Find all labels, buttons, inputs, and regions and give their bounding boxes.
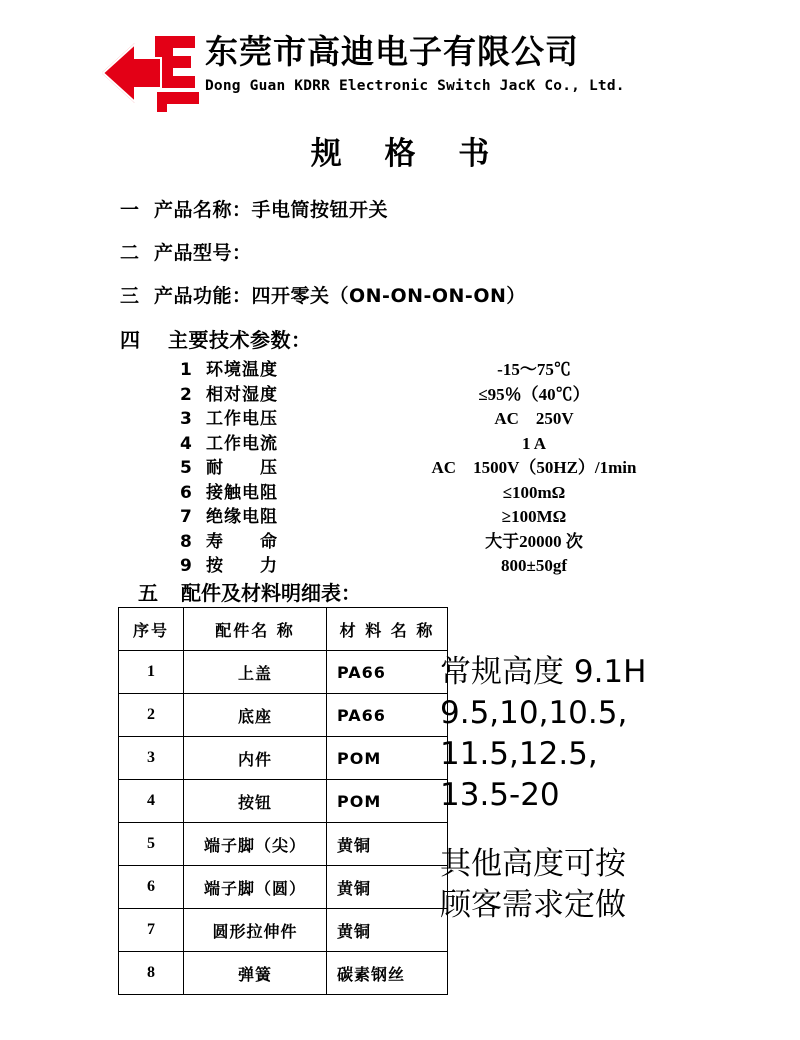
- parameter-value: -15～75℃: [497, 360, 571, 379]
- parameter-name: 耐 压: [206, 458, 278, 478]
- cell-index: 2: [119, 694, 184, 737]
- parameter-name: 寿 命: [206, 531, 278, 552]
- cell-material-name: PA66: [327, 694, 448, 737]
- cell-part-name: 端子脚（圆）: [184, 866, 327, 909]
- cell-part-name: 弹簧: [184, 952, 327, 995]
- section-number: 二: [120, 242, 140, 264]
- parameter-name: 绝缘电阻: [206, 507, 278, 527]
- cell-index: 1: [119, 651, 184, 694]
- parameter-index: 3: [180, 409, 192, 429]
- parameter-row: [180, 429, 740, 454]
- table-row: [119, 737, 448, 780]
- parameter-name: 接触电阻: [206, 482, 278, 503]
- parameter-value: ≤100mΩ: [502, 482, 566, 502]
- parameter-value: AC 1500V（50HZ）/1min: [431, 458, 637, 477]
- cell-part-name: 上盖: [184, 651, 327, 694]
- column-header-material-name: 材 料 名 称: [327, 608, 448, 651]
- parameter-row: [180, 404, 740, 429]
- section-item-5: [138, 577, 361, 606]
- materials-table: [118, 607, 448, 995]
- side-notes: [440, 652, 780, 926]
- cell-part-name: 内件: [184, 737, 327, 780]
- technical-parameters-list: [180, 355, 740, 576]
- parameter-row: [180, 551, 740, 576]
- parameter-row: [180, 527, 740, 552]
- section-list: [120, 195, 680, 363]
- table-row: [119, 694, 448, 737]
- table-row: [119, 780, 448, 823]
- parameter-name: 按 力: [206, 556, 278, 576]
- section-item-2: [120, 238, 680, 265]
- note-line-custom-b: 顾客需求定做: [440, 887, 626, 923]
- parameter-name: 工作电压: [206, 409, 278, 429]
- document-header: [0, 18, 800, 128]
- table-row: [119, 909, 448, 952]
- note-line-heights-a: 9.5,10,10.5,: [440, 695, 628, 731]
- cell-material-name: POM: [327, 780, 448, 823]
- cell-part-name: 按钮: [184, 780, 327, 823]
- parameter-row: [180, 355, 740, 380]
- section-item-4: [120, 324, 680, 353]
- note-line-height-standard: 常规高度 9.1H: [440, 654, 647, 690]
- parameter-value: ≤95％（40℃）: [478, 384, 590, 404]
- section-number: 四: [120, 328, 140, 352]
- parameter-value: AC 250V: [494, 409, 574, 428]
- cell-index: 8: [119, 952, 184, 995]
- section-number: 五: [138, 581, 158, 605]
- parameter-index: 8: [180, 531, 192, 552]
- company-name-block: [205, 32, 745, 94]
- column-header-part-name: 配件名 称: [184, 608, 327, 651]
- parameter-index: 1: [180, 360, 192, 380]
- cell-material-name: 黄铜: [327, 909, 448, 952]
- section-text: 配件及材料明细表：: [180, 581, 361, 605]
- section-item-1: [120, 195, 680, 222]
- parameter-index: 5: [180, 458, 192, 478]
- page-title: 规 格 书: [310, 136, 506, 172]
- section-text: 产品名称：手电筒按钮开关: [154, 199, 389, 221]
- company-name-cn: 东莞市高迪电子有限公司: [205, 32, 579, 71]
- note-line-custom-a: 其他高度可按: [440, 846, 626, 882]
- parameter-name: 环境温度: [206, 360, 278, 380]
- parameter-row: [180, 478, 740, 503]
- cell-index: 7: [119, 909, 184, 952]
- section-number: 三: [120, 285, 140, 307]
- cell-part-name: 端子脚（尖）: [184, 823, 327, 866]
- parameter-value: 800±50gf: [501, 556, 567, 575]
- note-line-heights-b: 11.5,12.5,: [440, 736, 598, 772]
- cell-index: 3: [119, 737, 184, 780]
- section-number: 一: [120, 199, 140, 221]
- parameter-index: 2: [180, 384, 192, 405]
- cell-index: 4: [119, 780, 184, 823]
- table-row: [119, 866, 448, 909]
- parameter-row: [180, 453, 740, 478]
- parameter-value: 1 A: [521, 433, 547, 453]
- cell-index: 5: [119, 823, 184, 866]
- cell-index: 6: [119, 866, 184, 909]
- cell-material-name: 黄铜: [327, 823, 448, 866]
- section-text: 产品型号：: [154, 242, 252, 264]
- parameter-index: 4: [180, 433, 192, 454]
- cell-part-name: 底座: [184, 694, 327, 737]
- table-row: [119, 651, 448, 694]
- table-row: [119, 952, 448, 995]
- cell-material-name: 碳素钢丝: [327, 952, 448, 995]
- kdrr-logo-icon: [95, 26, 205, 121]
- cell-part-name: 圆形拉伸件: [184, 909, 327, 952]
- parameter-index: 9: [180, 556, 192, 576]
- parameter-name: 相对湿度: [206, 384, 278, 405]
- parameter-value: 大于20000 次: [485, 531, 583, 551]
- parameter-row: [180, 380, 740, 405]
- parameter-index: 6: [180, 482, 192, 503]
- parameter-name: 工作电流: [206, 433, 278, 454]
- section-item-3: [120, 281, 680, 308]
- parameter-value: ≥100MΩ: [501, 507, 567, 526]
- cell-material-name: PA66: [327, 651, 448, 694]
- company-name-en: Dong Guan KDRR Electronic Switch JacK Co., Ltd.: [205, 77, 625, 94]
- table-row: [119, 823, 448, 866]
- parameter-index: 7: [180, 507, 192, 527]
- section-text: 产品功能：四开零关（ON-ON-ON-ON）: [154, 285, 526, 307]
- column-header-index: 序号: [119, 608, 184, 651]
- table-header-row: [119, 608, 448, 651]
- cell-material-name: 黄铜: [327, 866, 448, 909]
- section-text: 主要技术参数：: [168, 328, 312, 352]
- cell-material-name: POM: [327, 737, 448, 780]
- note-line-heights-c: 13.5-20: [440, 777, 560, 813]
- parameter-row: [180, 502, 740, 527]
